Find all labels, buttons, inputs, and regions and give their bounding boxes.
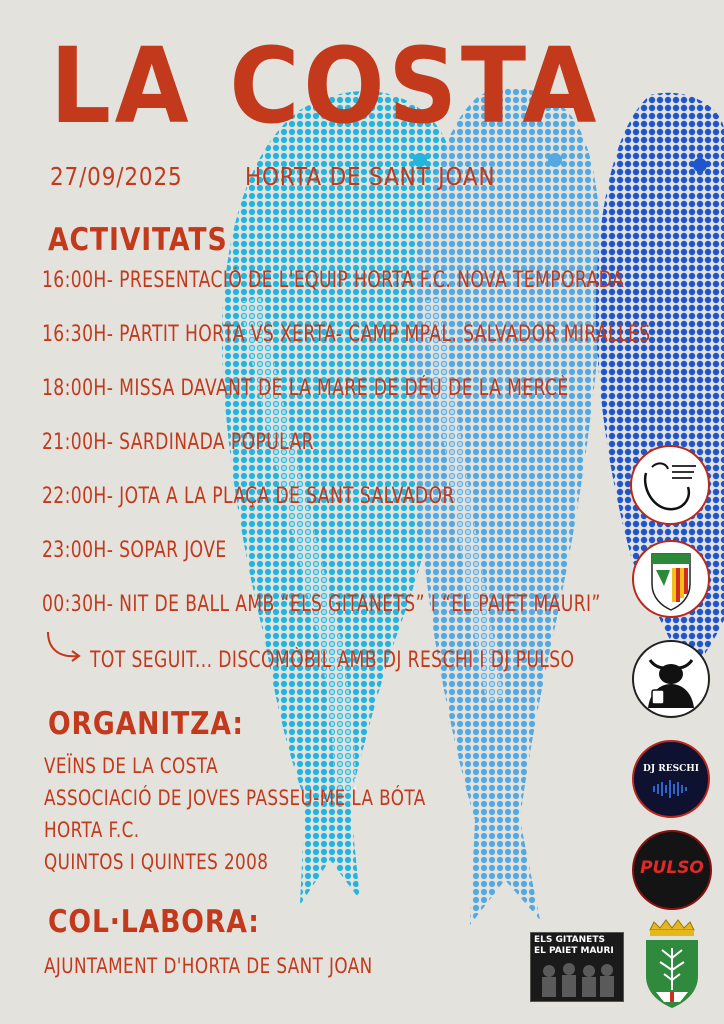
activity-item: 22:00H- JOTA A LA PLAÇA DE SANT SALVADOR <box>42 484 455 509</box>
organizer-item: VEÏNS DE LA COSTA <box>44 754 218 778</box>
activity-item: 00:30H- NIT DE BALL AMB “ELS GITANETS” I “EL PAIET MAURI” <box>42 592 601 617</box>
organizer-item: QUINTOS I QUINTES 2008 <box>44 850 269 874</box>
fish-eye <box>548 153 562 167</box>
poster-title: LA COSTA <box>50 25 601 147</box>
activity-item: 16:30H- PARTIT HORTA VS XERTA- CAMP MPAL. SALVADOR MIRALLES <box>42 322 651 347</box>
collabora-heading: COL·LABORA: <box>48 904 260 940</box>
dj-pulso-logo <box>632 830 712 910</box>
event-place: HORTA DE SANT JOAN <box>245 162 496 191</box>
dj-reschi-logo <box>632 740 710 818</box>
dj-reschi-label: DJ RESCHI <box>643 764 699 774</box>
gitanets-label: ELS GITANETS <box>534 935 605 945</box>
horta-fc-crest <box>632 540 710 618</box>
afterward-item: TOT SEGUIT... DISCOMÒBIL AMB DJ RESCHI I DJ PULSO <box>90 648 575 673</box>
organizer-item: HORTA F.C. <box>44 818 140 842</box>
activity-item: 21:00H- SARDINADA POPULAR <box>42 430 314 455</box>
activities-heading: ACTIVITATS <box>48 222 228 258</box>
fish-eye <box>693 158 707 172</box>
band-silhouettes <box>531 933 623 1001</box>
gitanets-band-photo <box>530 932 624 1002</box>
bull-logo <box>632 640 710 718</box>
activity-item: 18:00H- MISSA DAVANT DE LA MARE DE DÉU DE LA MERCÈ <box>42 376 569 401</box>
collaborator-item: AJUNTAMENT D'HORTA DE SANT JOAN <box>44 954 373 978</box>
soundwave-icon <box>634 742 708 816</box>
dj-pulso-label: PULSO <box>640 858 704 878</box>
associacio-logo <box>630 445 710 525</box>
wine-skin-icon <box>632 447 708 523</box>
bull-icon <box>634 642 708 716</box>
municipal-coat-of-arms <box>640 918 704 1010</box>
curved-arrow-icon <box>44 630 84 664</box>
organitza-heading: ORGANITZA: <box>48 706 244 742</box>
organizer-item: ASSOCIACIÓ DE JOVES PASSEU-ME LA BÓTA <box>44 786 426 810</box>
event-date: 27/09/2025 <box>50 162 183 191</box>
activity-item: 23:00H- SOPAR JOVE <box>42 538 227 563</box>
paiet-mauri-label: EL PAIET MAURI <box>534 946 614 956</box>
shield-icon <box>634 542 708 616</box>
activity-item: 16:00H- PRESENTACIÓ DE L'EQUIP HORTA F.C. NOVA TEMPORADA <box>42 268 625 293</box>
